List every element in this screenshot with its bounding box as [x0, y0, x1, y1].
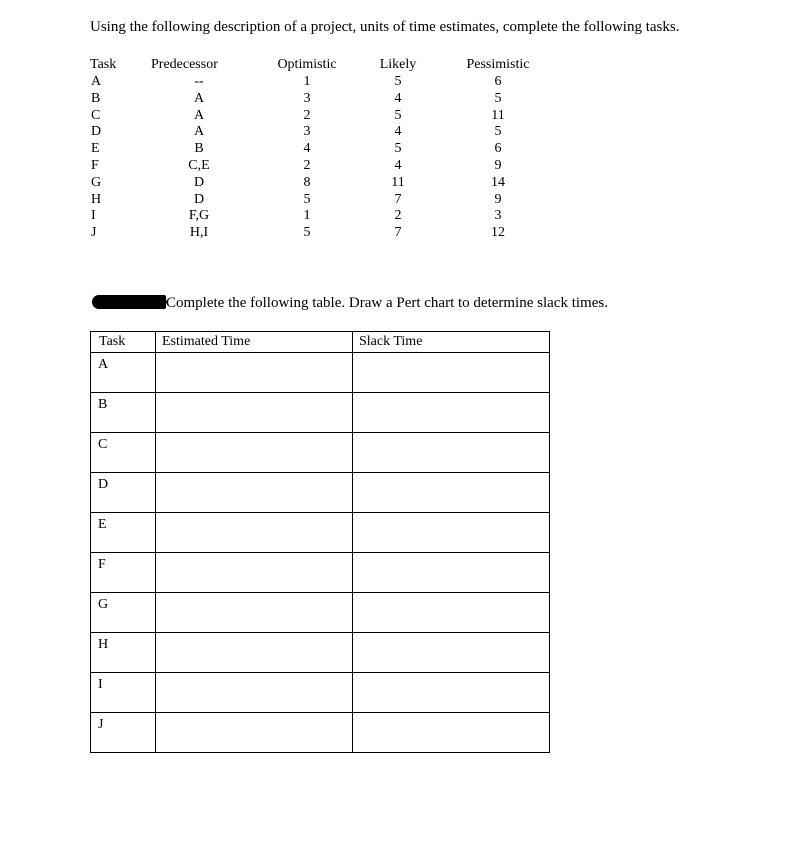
task-cell: C: [91, 433, 156, 473]
estimated-time-cell[interactable]: [156, 433, 353, 473]
estimated-time-cell[interactable]: [156, 513, 353, 553]
optimistic-cell: 2: [303, 157, 311, 173]
table-row: [91, 713, 550, 753]
optimistic-cell: 3: [303, 90, 311, 106]
estimated-time-cell[interactable]: [156, 633, 353, 673]
header-estimated-time: Estimated Time: [156, 332, 353, 353]
task-cell: A: [91, 74, 102, 89]
estimated-time-cell[interactable]: [156, 553, 353, 593]
slack-time-cell[interactable]: [353, 673, 550, 713]
task-cell: J: [91, 713, 156, 753]
answer-table: [90, 331, 550, 753]
likely-cell: 7: [394, 191, 402, 207]
slack-time-cell[interactable]: [353, 433, 550, 473]
task-cell: B: [91, 90, 101, 106]
pessimistic-cell: 11: [491, 107, 505, 123]
task-cell: I: [91, 673, 156, 713]
task-cell: G: [91, 174, 102, 190]
header-likely: Likely: [379, 57, 417, 72]
table-row: [88, 208, 563, 225]
pessimistic-cell: 14: [491, 174, 505, 190]
estimated-time-cell[interactable]: [156, 593, 353, 633]
table-row: [88, 175, 563, 192]
predecessor-cell: A: [193, 107, 205, 123]
estimated-time-cell[interactable]: [156, 673, 353, 713]
task-cell: H: [91, 633, 156, 673]
likely-cell: 2: [394, 208, 402, 224]
table-row: [91, 353, 550, 393]
header-optimistic: Optimistic: [277, 57, 337, 72]
header-predecessor: Predecessor: [151, 57, 218, 72]
predecessor-cell: C,E: [188, 157, 210, 173]
predecessor-cell: A: [193, 90, 205, 106]
task-cell: E: [91, 141, 100, 157]
task-cell: D: [91, 124, 102, 140]
table-row: [88, 91, 563, 108]
table-row: [91, 513, 550, 553]
predecessor-cell: B: [194, 141, 204, 157]
estimates-header-row: [88, 56, 563, 74]
table-row: [88, 158, 563, 175]
optimistic-cell: 3: [303, 124, 311, 140]
predecessor-cell: H,I: [189, 225, 209, 241]
optimistic-cell: 5: [303, 225, 311, 241]
table-row: [91, 473, 550, 513]
likely-cell: 7: [394, 225, 402, 241]
slack-time-cell[interactable]: [353, 553, 550, 593]
optimistic-cell: 4: [303, 141, 311, 157]
task-cell: D: [91, 473, 156, 513]
header-pessimistic: Pessimistic: [466, 57, 530, 72]
slack-time-cell[interactable]: [353, 633, 550, 673]
task-cell: B: [91, 393, 156, 433]
pessimistic-cell: 9: [494, 157, 502, 173]
header-task: Task: [90, 57, 117, 72]
optimistic-cell: 8: [303, 174, 311, 190]
predecessor-cell: D: [193, 191, 205, 207]
estimated-time-cell[interactable]: [156, 713, 353, 753]
likely-cell: 4: [394, 157, 402, 173]
task-cell: A: [91, 353, 156, 393]
pessimistic-cell: 6: [494, 74, 502, 89]
table-row: [88, 141, 563, 158]
redaction-mark: [92, 295, 166, 309]
intro-text: Using the following description of a project, units of time estimates, complete the following tasks.: [90, 19, 680, 35]
likely-cell: 5: [394, 107, 402, 123]
likely-cell: 4: [394, 90, 402, 106]
optimistic-cell: 1: [303, 74, 311, 89]
predecessor-cell: A: [193, 124, 205, 140]
pessimistic-cell: 3: [494, 208, 502, 224]
table-row: [88, 225, 563, 242]
estimates-table: [88, 56, 563, 242]
task-cell: G: [91, 593, 156, 633]
table-row: [88, 108, 563, 125]
task-cell: E: [91, 513, 156, 553]
likely-cell: 4: [394, 124, 402, 140]
optimistic-cell: 5: [303, 191, 311, 207]
task-cell: H: [91, 191, 102, 207]
answer-header-row: [91, 332, 550, 353]
table-row: [88, 124, 563, 141]
likely-cell: 5: [394, 74, 402, 89]
task-cell: J: [91, 225, 97, 241]
table-row: [91, 633, 550, 673]
optimistic-cell: 2: [303, 107, 311, 123]
table-row: [91, 393, 550, 433]
table-row: [91, 553, 550, 593]
header-slack-time: Slack Time: [353, 332, 550, 353]
slack-time-cell[interactable]: [353, 473, 550, 513]
predecessor-cell: --: [194, 74, 204, 89]
table-row: [88, 192, 563, 209]
slack-time-cell[interactable]: [353, 593, 550, 633]
predecessor-cell: D: [193, 174, 205, 190]
instruction-text: Complete the following table. Draw a Pert chart to determine slack times.: [166, 295, 608, 311]
table-row: [91, 673, 550, 713]
slack-time-cell[interactable]: [353, 353, 550, 393]
table-row: [91, 433, 550, 473]
task-cell: C: [91, 107, 101, 123]
estimated-time-cell[interactable]: [156, 353, 353, 393]
likely-cell: 5: [394, 141, 402, 157]
task-cell: F: [91, 553, 156, 593]
likely-cell: 11: [391, 174, 405, 190]
pessimistic-cell: 5: [494, 90, 502, 106]
optimistic-cell: 1: [303, 208, 311, 224]
predecessor-cell: F,G: [188, 208, 210, 224]
pessimistic-cell: 5: [494, 124, 502, 140]
pessimistic-cell: 12: [491, 225, 505, 241]
estimated-time-cell[interactable]: [156, 473, 353, 513]
slack-time-cell[interactable]: [353, 513, 550, 553]
header-task: Task: [91, 332, 156, 353]
slack-time-cell[interactable]: [353, 713, 550, 753]
pessimistic-cell: 9: [494, 191, 502, 207]
pessimistic-cell: 6: [494, 141, 502, 157]
table-row: [91, 593, 550, 633]
slack-time-cell[interactable]: [353, 393, 550, 433]
task-cell: I: [91, 208, 96, 224]
estimated-time-cell[interactable]: [156, 393, 353, 433]
table-row: [88, 74, 563, 91]
task-cell: F: [91, 157, 99, 173]
